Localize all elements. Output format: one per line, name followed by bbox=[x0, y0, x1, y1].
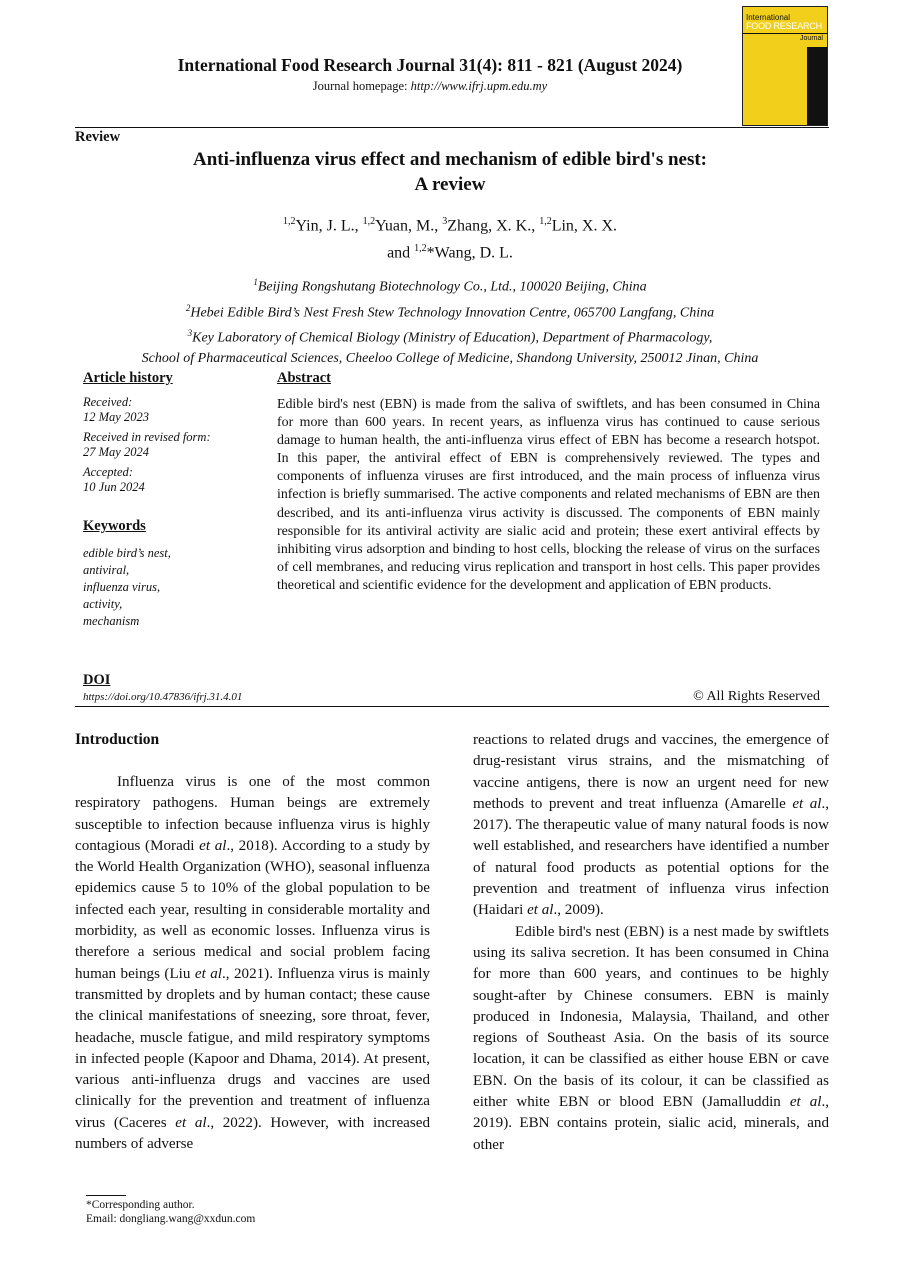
keywords-heading: Keywords bbox=[83, 518, 146, 534]
affiliation-3 bbox=[60, 323, 840, 349]
body-column-left bbox=[75, 772, 430, 1155]
rights-notice: © All Rights Reserved bbox=[693, 689, 820, 704]
revised-date: 27 May 2024 bbox=[83, 445, 149, 459]
footnote bbox=[86, 1198, 255, 1226]
author-conjunction: and bbox=[387, 244, 415, 262]
author-name: Zhang, X. K., bbox=[447, 217, 540, 235]
corresponding-email: Email: dongliang.wang@xxdun.com bbox=[86, 1213, 256, 1225]
abstract-text: Edible bird's nest (EBN) is made from the saliva of swiftlets, and has been consumed in China for more than 600 years. In recent years, as influenza virus has continued to cause serious damage to human health, the anti-influenza virus effect of EBN has become a research hotspot. In this paper, the antiviral effect of EBN is comprehensively reviewed. The types and components of influenza viruses are first introduced, and the main process of influenza virus infection is briefly summarised. The active components and related mechanisms of EBN are then described, and its anti-influenza virus activity is discussed. The components of EBN mainly responsible for its antiviral activity are sialic acid and protein; these exert antiviral effects by inhibiting virus adsorption and binding to host cells, blocking the release of virus on the surfaces of cell membranes, and reducing virus replication and transport in host cells. This paper provides theoretical and scientific evidence for the development and application of EBN products. bbox=[277, 397, 820, 593]
author-affil-sup: 1,2 bbox=[539, 216, 552, 227]
abstract-heading: Abstract bbox=[277, 370, 331, 386]
keyword-item: activity, bbox=[83, 597, 123, 611]
doi-link[interactable]: https://doi.org/10.47836/ifrj.31.4.01 bbox=[83, 691, 243, 703]
homepage-label: Journal homepage: bbox=[312, 79, 411, 93]
title-line-2: A review bbox=[414, 174, 486, 195]
affiliation-1 bbox=[60, 272, 840, 298]
keyword-item: mechanism bbox=[83, 614, 140, 628]
article-history bbox=[83, 395, 253, 495]
affil-sup: 2 bbox=[185, 302, 191, 313]
header-divider bbox=[75, 127, 829, 128]
corresponding-author-note: *Corresponding author. bbox=[86, 1199, 195, 1211]
logo-line-1: International bbox=[746, 13, 791, 22]
intro-paragraph-1: Influenza virus is one of the most common respiratory pathogens. Human beings are extremely susceptible to infection because influenza virus is highly contagious (Moradi et al., 2018). According to a study by the World Health Organization (WHO), seasonal influenza epidemics cause 5 to 10% of the global population to be infected each year, resulting in considerable mortality and morbidity, as well as economic losses. Influenza virus is therefore a serious medical and social problem facing human beings (Liu et al., 2021). Influenza virus is mainly transmitted by droplets and by human contact; these cause the clinical manifestations of sneezing, sore throat, fever, headache, muscle fatigue, and mild respiratory symptoms in infected people (Kapoor and Dhama, 2014). At present, various anti-influenza drugs and vaccines are used clinically for the prevention and treatment of influenza virus (Caceres et al., 2022). However, with increased numbers of adverse bbox=[75, 774, 431, 1153]
author-name: Lin, X. X. bbox=[551, 217, 618, 235]
received-label: Received: bbox=[83, 395, 133, 409]
section-divider bbox=[75, 706, 829, 707]
received-date: 12 May 2023 bbox=[83, 410, 149, 424]
keyword-item: edible bird’s nest, bbox=[83, 546, 171, 560]
author-name: Yin, J. L., bbox=[295, 217, 363, 235]
intro-paragraph-1-cont: reactions to related drugs and vaccines, the emergence of drug-resistant virus strains, and the mismatching of vaccine antigens, there is now an urgent need for new methods to prevent and treat influenza (Amarelle et al., 2017). The therapeutic value of many natural foods is now well established, and researchers have identified a number of natural food products as potential options for the prevention and treatment of influenza virus infection (Haidari et al., 2009). bbox=[473, 732, 829, 919]
keyword-item: influenza virus, bbox=[83, 580, 161, 594]
affil-text: Key Laboratory of Chemical Biology (Ministry of Education), Department of Pharmacology, bbox=[192, 330, 713, 346]
revised-label: Received in revised form: bbox=[83, 430, 211, 444]
logo-divider bbox=[743, 33, 827, 34]
author-line-1 bbox=[150, 210, 750, 237]
journal-logo bbox=[742, 6, 828, 126]
author-list bbox=[150, 210, 750, 265]
accepted-date: 10 Jun 2024 bbox=[83, 480, 145, 494]
intro-paragraph-2: Edible bird's nest (EBN) is a nest made by swiftlets using its saliva secretion. It has been consumed in China for more than 600 years, and continues to be highly sought-after by Chinese consumers. EBN is mainly produced in Indonesia, Malaysia, Thailand, and other regions of Southeast Asia. On the basis of its source location, it can be classified as either house EBN or cave EBN. On the basis of its colour, it can be classified as either white EBN or blood EBN (Jamalluddin et al., 2019). EBN contains protein, sialic acid, minerals, and other bbox=[473, 923, 829, 1153]
author-affil-sup: 1,2 bbox=[362, 216, 376, 227]
journal-homepage bbox=[120, 79, 740, 94]
accepted-label: Accepted: bbox=[83, 465, 133, 479]
keyword-item: antiviral, bbox=[83, 563, 130, 577]
author-name: Yuan, M., bbox=[375, 217, 443, 235]
affil-text: Beijing Rongshutang Biotechnology Co., Ltd., 100020 Beijing, China bbox=[257, 279, 647, 295]
author-affil-sup: 1,2 bbox=[282, 216, 296, 227]
author-affil-sup: 3 bbox=[442, 216, 448, 227]
author-affil-sup: 1,2 bbox=[414, 243, 427, 255]
affiliations bbox=[60, 272, 840, 369]
affil-text: School of Pharmaceutical Sciences, Cheeloo College of Medicine, Shandong University, 250012 Jinan, China bbox=[141, 350, 759, 366]
affil-sup: 1 bbox=[253, 277, 258, 287]
body-column-right bbox=[473, 730, 829, 1156]
article-type: Review bbox=[75, 129, 121, 145]
logo-line-3: Journal bbox=[800, 35, 823, 42]
article-history-heading: Article history bbox=[83, 370, 173, 386]
logo-black-band bbox=[807, 47, 827, 125]
affiliation-3-cont bbox=[60, 349, 840, 369]
doi-heading: DOI bbox=[83, 672, 111, 688]
affiliation-2 bbox=[60, 298, 840, 324]
introduction-heading: Introduction bbox=[75, 731, 160, 748]
logo-line-2: FOOD RESEARCH bbox=[746, 21, 822, 31]
homepage-link[interactable]: http://www.ifrj.upm.edu.my bbox=[410, 79, 548, 93]
footnote-divider bbox=[86, 1195, 126, 1196]
affil-sup: 3 bbox=[187, 328, 193, 339]
title-line-1: Anti-influenza virus effect and mechanism of edible bird's nest: bbox=[192, 149, 708, 170]
affil-text: Hebei Edible Bird’s Nest Fresh Stew Technology Innovation Centre, 065700 Langfang, China bbox=[190, 305, 715, 321]
journal-title: International Food Research Journal 31(4): 811 - 821 (August 2024) bbox=[177, 55, 683, 75]
keywords-list bbox=[83, 545, 253, 630]
paper-title bbox=[100, 147, 800, 197]
author-line-2 bbox=[150, 237, 750, 264]
author-name: *Wang, D. L. bbox=[426, 244, 513, 262]
